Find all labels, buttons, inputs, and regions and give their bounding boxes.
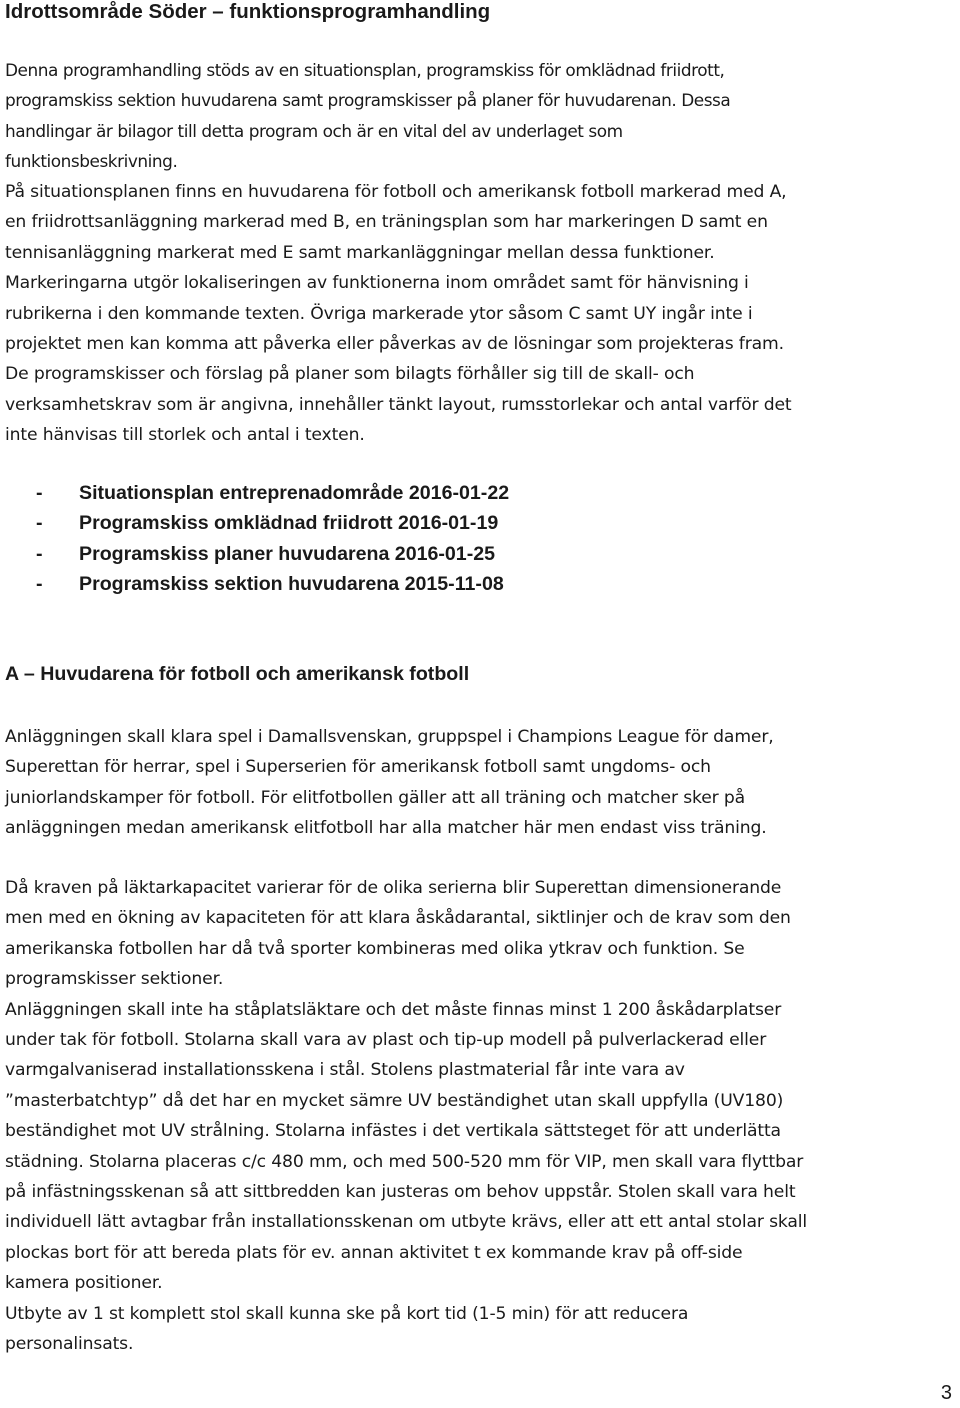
list-item — [5, 569, 509, 599]
intro-paragraph — [5, 55, 955, 177]
section-paragraph-2 — [5, 873, 955, 1360]
text-line: varmgalvaniserad installationsskena i stål. Stolens plastmaterial får inte vara av — [5, 1060, 685, 1081]
text-line: en friidrottsanläggning markerad med B, en träningsplan som har markeringen D samt en — [5, 212, 768, 233]
list-bullet: - — [36, 573, 43, 596]
text-line: tennisanläggning markerat med E samt markanläggningar mellan dessa funktioner. — [5, 242, 715, 263]
text-line: Denna programhandling stöds av en situationsplan, programskiss för omklädnad friidrott, — [5, 60, 725, 80]
text-line: individuell lätt avtagbar från installationsskenan om utbyte krävs, eller att ett antal stolar skall — [5, 1212, 808, 1233]
list-item — [5, 539, 509, 569]
text-line: under tak för fotboll. Stolarna skall vara av plast och tip-up modell på pulverlackerad eller — [5, 1030, 767, 1051]
attachment-label: Situationsplan entreprenadområde 2016-01-22 — [79, 482, 510, 504]
situation-plan-paragraph — [5, 177, 955, 451]
text-line: Markeringarna utgör lokaliseringen av funktionerna inom området samt för hänvisning i — [5, 273, 749, 294]
text-line: ”masterbatchtyp” då det har en mycket sämre UV beständighet utan skall uppfylla (UV180) — [5, 1090, 784, 1111]
text-line: rubrikerna i den kommande texten. Övriga markerade ytor såsom C samt UY ingår inte i — [5, 303, 753, 324]
text-line: men med en ökning av kapaciteten för att klara åskådarantal, siktlinjer och de krav som den — [5, 908, 791, 929]
section-paragraph-1 — [5, 722, 955, 844]
document-title: Idrottsområde Söder – funktionsprogramhandling — [5, 0, 491, 23]
text-line: inte hänvisas till storlek och antal i texten. — [5, 425, 365, 446]
text-line: beständighet mot UV strålning. Stolarna infästes i det vertikala sättsteget för att underlätta — [5, 1121, 781, 1142]
text-line: funktionsbeskrivning. — [5, 151, 178, 172]
text-line: amerikanska fotbollen har då två sporter kombineras med olika ytkrav och funktion. Se — [5, 938, 745, 959]
text-line: anläggningen medan amerikansk elitfotboll har alla matcher här men endast viss träning. — [5, 818, 767, 839]
text-line: Då kraven på läktarkapacitet varierar för de olika serierna blir Superettan dimensionerande — [5, 878, 782, 898]
text-line: Utbyte av 1 st komplett stol skall kunna ske på kort tid (1-5 min) för att reducera — [5, 1303, 689, 1324]
list-bullet: - — [36, 482, 43, 504]
attachment-label: Programskiss sektion huvudarena 2015-11-08 — [79, 573, 504, 596]
attachment-label: Programskiss omklädnad friidrott 2016-01-19 — [79, 512, 499, 535]
attachment-list — [5, 478, 509, 600]
text-line: verksamhetskrav som är angivna, innehåller tänkt layout, rumsstorlekar och antal varför det — [5, 394, 792, 415]
text-line: Anläggningen skall inte ha ståplatsläktare och det måste finnas minst 1 200 åskådarplatser — [5, 999, 782, 1020]
section-heading: A – Huvudarena för fotboll och amerikansk fotboll — [5, 663, 470, 685]
text-line: juniorlandskamper för fotboll. För elitfotbollen gäller att all träning och matcher sker på — [5, 787, 745, 808]
text-line: Superettan för herrar, spel i Superserien för amerikansk fotboll samt ungdoms- och — [5, 757, 711, 778]
text-line: programskiss sektion huvudarena samt programskisser på planer för huvudarenan. Dessa — [5, 90, 731, 111]
text-line: programskisser sektioner. — [5, 969, 224, 990]
list-bullet: - — [36, 542, 43, 565]
text-line: Anläggningen skall klara spel i Damallsvenskan, gruppspel i Champions League för damer, — [5, 727, 774, 747]
list-item — [5, 508, 509, 538]
attachment-label: Programskiss planer huvudarena 2016-01-25 — [79, 542, 496, 565]
text-line: personalinsats. — [5, 1334, 134, 1355]
text-line: plockas bort för att bereda plats för ev. annan aktivitet t ex kommande krav på off-side — [5, 1242, 743, 1263]
list-item — [5, 478, 509, 508]
text-line: kamera positioner. — [5, 1273, 163, 1294]
text-line: handlingar är bilagor till detta program och är en vital del av underlaget som — [5, 120, 623, 141]
text-line: De programskisser och förslag på planer som bilagts förhåller sig till de skall- och — [5, 364, 695, 385]
page-number: 3 — [940, 1382, 952, 1404]
text-line: projektet men kan komma att påverka eller påverkas av de lösningar som projekteras fram. — [5, 334, 784, 355]
text-line: På situationsplanen finns en huvudarena för fotboll och amerikansk fotboll markerad med A, — [5, 182, 787, 202]
text-line: städning. Stolarna placeras c/c 480 mm, och med 500-520 mm för VIP, men skall vara flyttbar — [5, 1151, 804, 1172]
list-bullet: - — [36, 512, 43, 535]
text-line: på infästningsskenan så att sittbredden kan justeras om behov uppstår. Stolen skall vara helt — [5, 1182, 796, 1203]
